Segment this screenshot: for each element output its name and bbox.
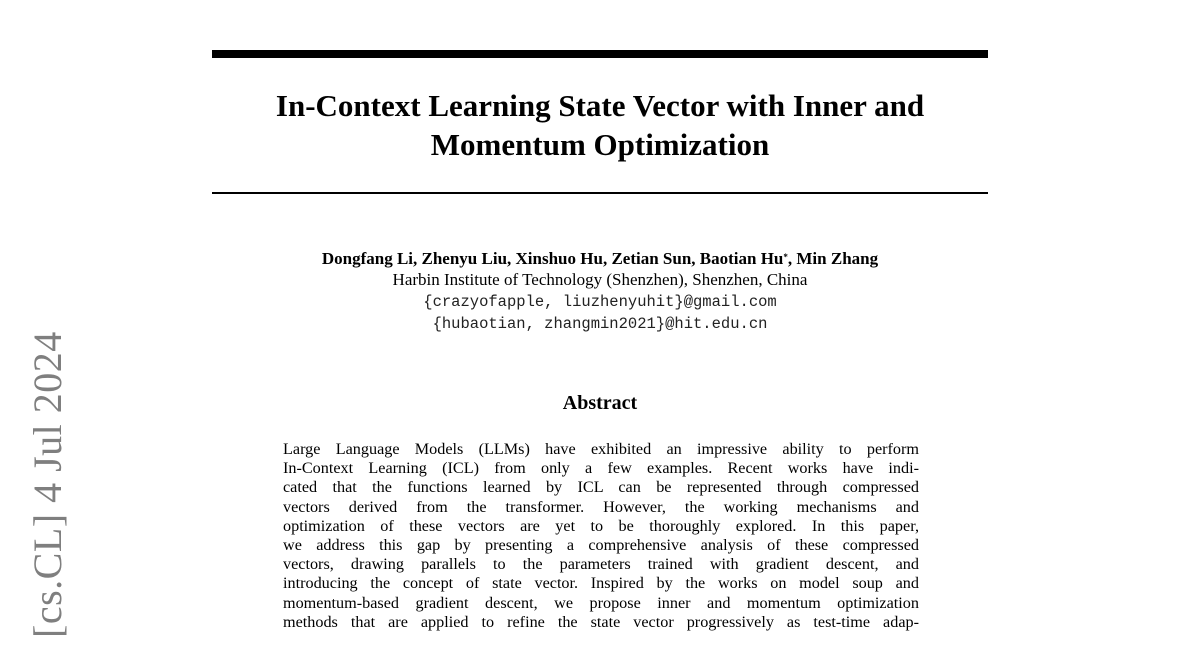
abstract-line: In-Context Learning (ICL) from only a few examples. Recent works have indi- [283,459,919,478]
title-bottom-rule [212,192,988,194]
abstract-line: optimization of these vectors are yet to be thoroughly explored. In this paper, [283,516,919,535]
abstract-line: introducing the concept of state vector. Inspired by the works on model soup and [283,574,919,593]
paper-title-line-1: In-Context Learning State Vector with Inner and [275,88,925,123]
author-email-2: {hubaotian, zhangmin2021}@hit.edu.cn [432,315,768,333]
abstract-line: methods that are applied to refine the state vector progressively as test-time adap- [283,612,919,631]
author-affiliation: Harbin Institute of Technology (Shenzhen), Shenzhen, China [392,270,808,289]
abstract-line: Large Language Models (LLMs) have exhibited an impressive ability to perform [283,440,919,458]
author-block [212,248,988,335]
arxiv-identifier-stamp: [cs.CL] 4 Jul 2024 [25,331,70,638]
abstract-line: cated that the functions learned by ICL can be represented through compressed [283,478,919,497]
paper-title-line-2: Momentum Optimization [430,127,770,162]
abstract-line: momentum-based gradient descent, we propose inner and momentum optimization [283,593,919,612]
abstract-line: we address this gap by presenting a comprehensive analysis of these compressed [283,536,919,555]
abstract-line: vectors derived from the transformer. However, the working mechanisms and [283,497,919,516]
paper-title [212,86,988,164]
abstract-body [283,440,919,632]
corresponding-author-mark: * [783,252,788,262]
abstract-line: vectors, drawing parallels to the parameters trained with gradient descent, and [283,555,919,574]
abstract-heading: Abstract [562,392,638,414]
author-list: Dongfang Li, Zhenyu Liu, Xinshuo Hu, Zetian Sun, Baotian Hu [321,249,784,268]
author-names: Dongfang Li, Zhenyu Liu, Xinshuo Hu, Zetian Sun, Baotian Hu*, Min Zhang [321,249,879,268]
last-author: Min Zhang [796,249,879,268]
author-email-1: {crazyofapple, liuzhenyuhit}@gmail.com [423,293,777,311]
title-top-rule [212,50,988,58]
